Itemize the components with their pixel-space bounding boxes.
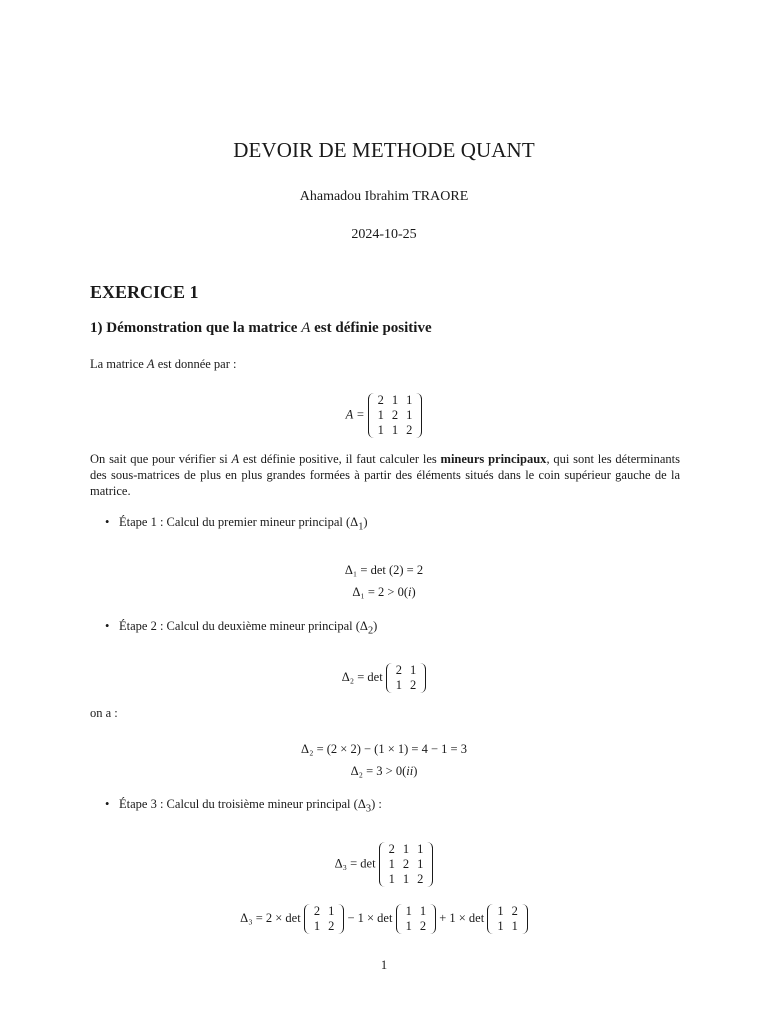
matrix-cell: 1	[328, 904, 335, 918]
matrix-cell: 2	[410, 678, 417, 692]
matrix-cell: 2	[406, 423, 413, 437]
step-1-item: • Étape 1 : Calcul du premier mineur principal $(\Delta_1)$	[105, 515, 368, 533]
matrix-cell: 1	[395, 678, 403, 692]
matrix-cell: 1	[405, 904, 412, 918]
matrix-cell: 2	[419, 919, 427, 933]
step-3-item: • Étape 3 : Calcul du troisième mineur principal $(\Delta_3)$ :	[105, 797, 382, 815]
matrix-cell: 1	[391, 393, 399, 407]
step-3-det-equation: Δ₃ = det 2 1 1 1 2 1 1 1 2	[0, 842, 768, 887]
section-heading: 1) Démonstration que la matrice A est définie positive	[90, 320, 432, 336]
exercise-heading: EXERCICE 1	[90, 282, 199, 302]
matrix-cell: 1	[417, 857, 424, 871]
on-a-text: on a :	[90, 706, 118, 720]
matrix-cell: 2	[395, 663, 403, 677]
matrix-cell: 2	[417, 872, 424, 886]
minor-matrix-3	[487, 904, 528, 934]
matrix-a	[368, 393, 423, 438]
matrix-cell: 2	[313, 904, 321, 918]
matrix-cell: 1	[410, 663, 417, 677]
cofactor-expansion: Δ₃ = 2 × det 2 1 1 2 − 1 × det 1 1 1 2 + 1 × det 1 2 1 1	[0, 904, 768, 934]
bullet-icon: •	[105, 515, 110, 529]
page-number: 1	[380, 958, 388, 972]
bullet-icon: •	[105, 619, 110, 633]
matrix-cell: 2	[391, 408, 399, 422]
step-1-eq-1: Δ₁ = det (2) = 2	[344, 563, 424, 577]
step-2-item: • Étape 2 : Calcul du deuxième mineur principal $(\Delta_2)$	[105, 619, 378, 637]
matrix-a-equation: A = 2 1 1 1 2 1 1 1 2	[0, 393, 768, 438]
matrix-cell: 1	[402, 842, 410, 856]
matrix-cell: 1	[391, 423, 399, 437]
matrix-cell: 1	[511, 919, 518, 933]
matrix-cell: 1	[417, 842, 424, 856]
matrix-cell: 1	[313, 919, 321, 933]
document-author: Ahamadou Ibrahim TRAORE	[299, 189, 469, 204]
matrix-cell: 1	[388, 857, 395, 871]
step-2-det-equation: Δ₂ = det 2 1 1 2	[0, 663, 768, 693]
document-date: 2024-10-25	[351, 227, 417, 242]
matrix-cell: 1	[497, 904, 504, 918]
matrix-cell: 1	[402, 872, 410, 886]
matrix-cell: 1	[405, 919, 412, 933]
matrix-cell: 2	[377, 393, 384, 407]
matrix-cell: 1	[497, 919, 504, 933]
matrix-cell: 2	[402, 857, 410, 871]
bullet-icon: •	[105, 797, 110, 811]
matrix-cell: 2	[388, 842, 395, 856]
step-2-eq-2: Δ₂ = 3 > 0(ii)	[350, 764, 418, 778]
matrix-cell: 2	[328, 919, 335, 933]
matrix-cell: 2	[511, 904, 518, 918]
matrix-cell: 1	[419, 904, 427, 918]
minor-matrix-1	[304, 904, 345, 934]
matrix-cell: 1	[406, 393, 413, 407]
document-title: DEVOIR DE METHODE QUANT	[233, 138, 535, 162]
minor-matrix-2	[396, 904, 437, 934]
step-1-eq-2: Δ₁ = 2 > 0(i)	[352, 585, 416, 599]
matrix-cell: 1	[388, 872, 395, 886]
matrix-intro: La matrice A est donnée par :	[90, 357, 237, 371]
matrix-2x2	[386, 663, 427, 693]
matrix-cell: 1	[406, 408, 413, 422]
matrix-cell: 1	[377, 423, 384, 437]
matrix-3x3	[379, 842, 434, 887]
explanation-paragraph: On sait que pour vérifier si A est définie positive, il faut calculer les mineurs principaux, qui sont les déterminants des sous-matrices de plus en plus grandes formées à partir des éléments situés dans le coin supérieur gauche de la matrice.	[90, 452, 680, 498]
step-2-eq-1: Δ₂ = (2 × 2) − (1 × 1) = 4 − 1 = 3	[301, 742, 467, 756]
matrix-cell: 1	[377, 408, 384, 422]
